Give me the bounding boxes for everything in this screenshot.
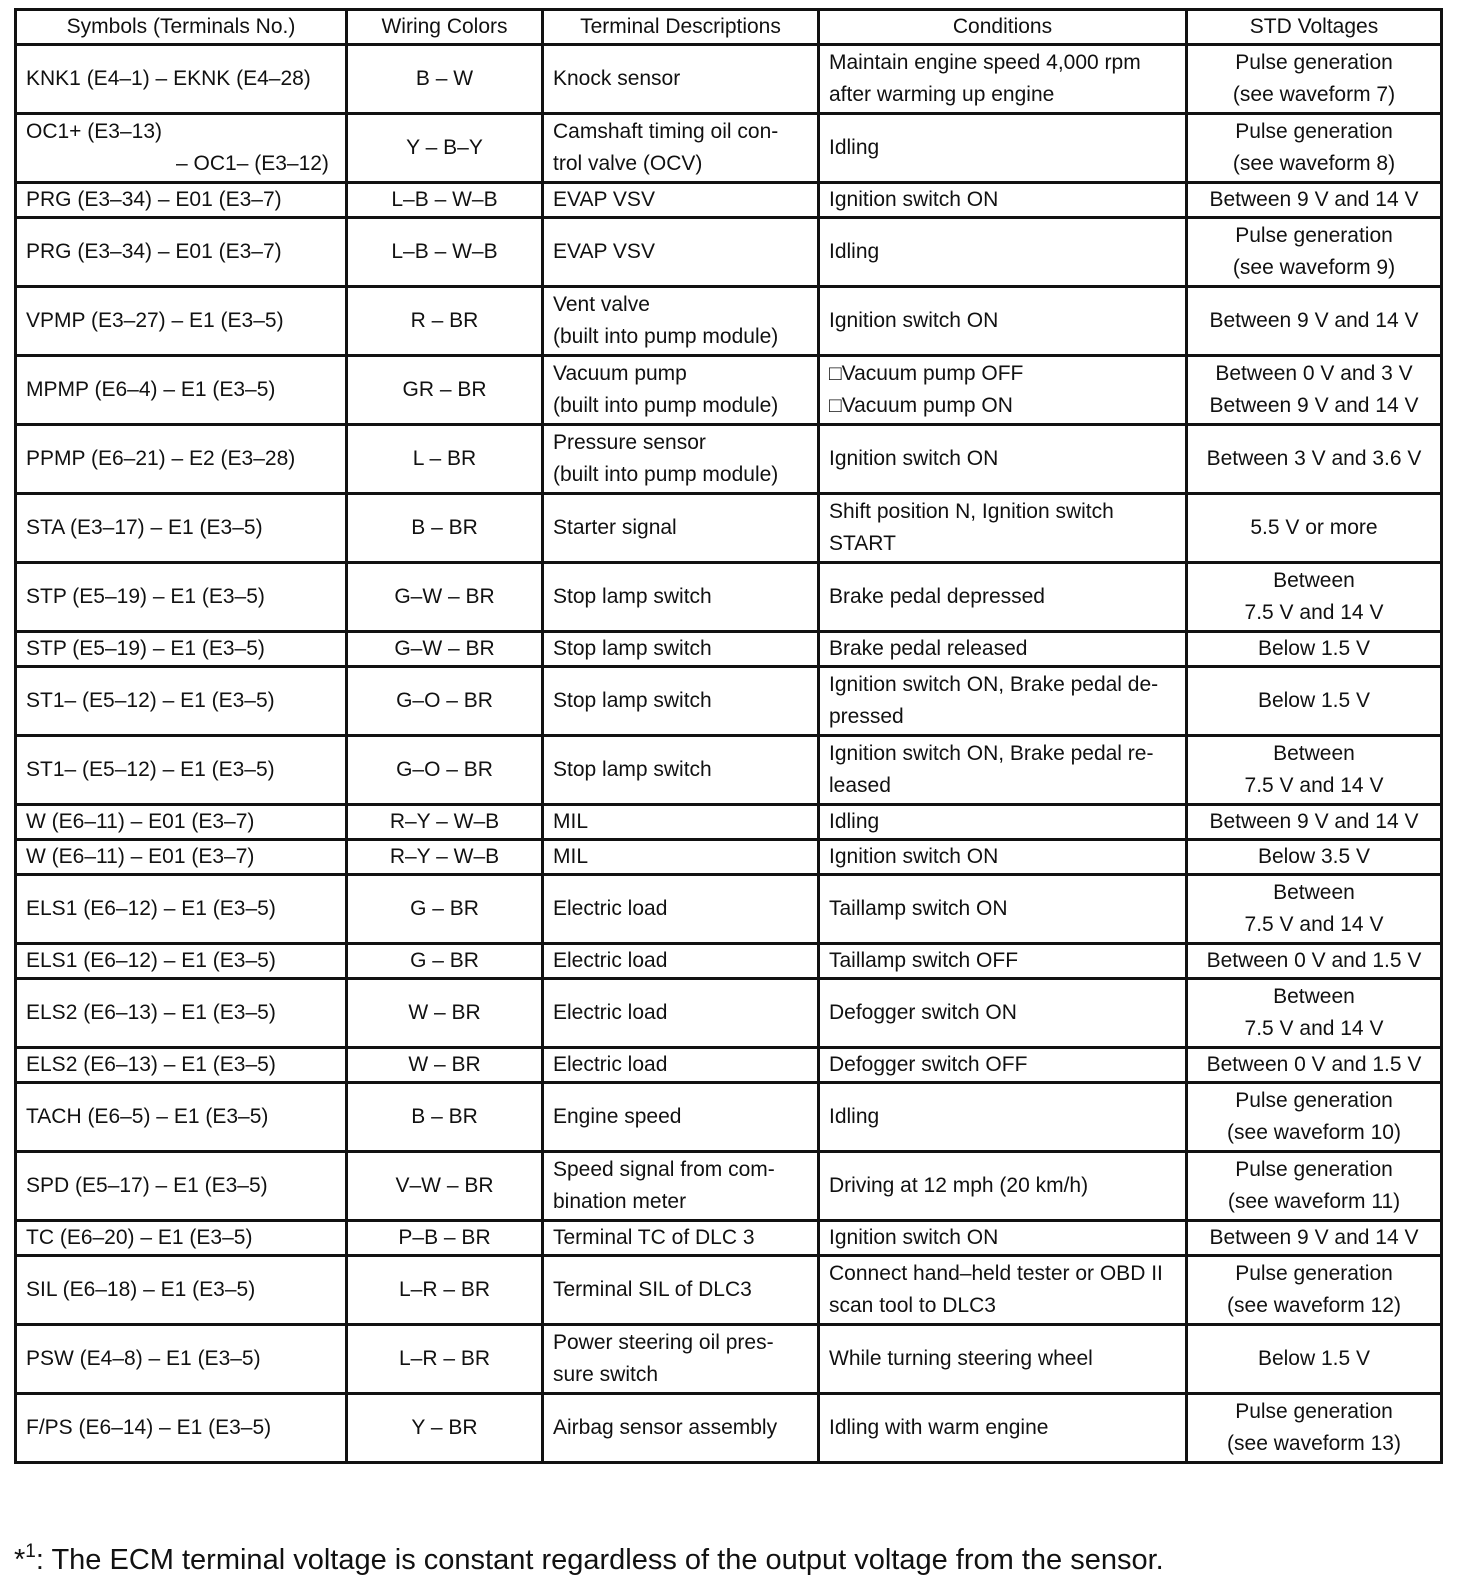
symbol-line: PRG (E3–34) – E01 (E3–7)	[26, 240, 282, 263]
header-wiring-colors: Wiring Colors	[347, 10, 543, 45]
symbol-line: ST1– (E5–12) – E1 (E3–5)	[26, 689, 275, 712]
std-line: Between 9 V and 14 V	[1209, 810, 1419, 833]
cond-line: scan tool to DLC3	[829, 1294, 996, 1317]
std-line: Pulse generation	[1235, 1089, 1393, 1112]
cell-description	[543, 632, 819, 667]
cell-wiring-color: B – W	[347, 45, 543, 114]
std-line: Pulse generation	[1235, 1262, 1393, 1285]
std-line: Below 1.5 V	[1257, 1347, 1371, 1370]
desc-line: MIL	[553, 810, 589, 833]
desc-line: Vacuum pump	[553, 362, 687, 385]
cell-symbol	[16, 1221, 347, 1256]
table-row	[16, 805, 1442, 840]
std-line: (see waveform 8)	[1232, 152, 1396, 175]
cell-std-voltage	[1187, 667, 1442, 736]
cell-condition	[819, 1152, 1187, 1221]
cell-condition	[819, 632, 1187, 667]
table-row	[16, 667, 1442, 736]
cell-wiring-color: R–Y – W–B	[347, 840, 543, 875]
cell-condition	[819, 218, 1187, 287]
desc-line: Pressure sensor	[553, 431, 706, 454]
table-row	[16, 563, 1442, 632]
cell-std-voltage	[1187, 494, 1442, 563]
std-line: (see waveform 12)	[1227, 1294, 1401, 1317]
cell-wiring-color: Y – BR	[347, 1394, 543, 1463]
cell-condition	[819, 1221, 1187, 1256]
cell-condition	[819, 1083, 1187, 1152]
symbol-line: STP (E5–19) – E1 (E3–5)	[26, 637, 265, 660]
cond-line: Shift position N, Ignition switch	[829, 500, 1114, 523]
cell-std-voltage	[1187, 1048, 1442, 1083]
cell-condition	[819, 114, 1187, 183]
cell-wiring-color: G–W – BR	[347, 632, 543, 667]
cell-std-voltage	[1187, 45, 1442, 114]
cell-std-voltage	[1187, 875, 1442, 944]
symbol-line: MPMP (E6–4) – E1 (E3–5)	[26, 378, 276, 401]
cell-std-voltage	[1187, 183, 1442, 218]
cell-std-voltage	[1187, 840, 1442, 875]
cell-description	[543, 45, 819, 114]
cell-symbol	[16, 1256, 347, 1325]
cell-wiring-color: G–W – BR	[347, 563, 543, 632]
cell-description	[543, 944, 819, 979]
cell-description	[543, 840, 819, 875]
cond-line: Brake pedal depressed	[829, 585, 1045, 608]
cell-symbol	[16, 287, 347, 356]
table-row	[16, 494, 1442, 563]
desc-line: Terminal TC of DLC 3	[553, 1226, 755, 1249]
table-row	[16, 632, 1442, 667]
cell-description	[543, 875, 819, 944]
table-row	[16, 114, 1442, 183]
symbol-line: W (E6–11) – E01 (E3–7)	[26, 810, 255, 833]
std-line: Between	[1273, 742, 1355, 765]
cond-line: Ignition switch ON, Brake pedal re-	[829, 742, 1154, 765]
table-row	[16, 356, 1442, 425]
std-line: Between	[1273, 985, 1355, 1008]
cell-std-voltage	[1187, 1083, 1442, 1152]
cell-wiring-color: B – BR	[347, 494, 543, 563]
desc-line: trol valve (OCV)	[553, 152, 703, 175]
cell-symbol	[16, 356, 347, 425]
cell-description	[543, 805, 819, 840]
symbol-line: PPMP (E6–21) – E2 (E3–28)	[26, 447, 296, 470]
cell-std-voltage	[1187, 632, 1442, 667]
cell-symbol	[16, 218, 347, 287]
cell-condition	[819, 805, 1187, 840]
desc-line: Electric load	[553, 897, 668, 920]
symbol-line: TC (E6–20) – E1 (E3–5)	[26, 1226, 253, 1249]
cell-condition	[819, 183, 1187, 218]
cell-condition	[819, 1325, 1187, 1394]
symbol-line: OC1+ (E3–13)	[26, 120, 162, 143]
cond-line: Connect hand–held tester or OBD II	[829, 1262, 1163, 1285]
std-line: Between	[1273, 569, 1355, 592]
cell-wiring-color: G – BR	[347, 875, 543, 944]
std-line: Below 3.5 V	[1257, 845, 1371, 868]
cell-condition	[819, 944, 1187, 979]
table-row	[16, 1048, 1442, 1083]
cell-std-voltage	[1187, 1221, 1442, 1256]
cell-wiring-color: G – BR	[347, 944, 543, 979]
cell-condition	[819, 425, 1187, 494]
cell-symbol	[16, 1152, 347, 1221]
cond-line: Idling	[829, 810, 880, 833]
cond-line: Defogger switch OFF	[829, 1053, 1028, 1076]
cell-symbol	[16, 875, 347, 944]
cell-wiring-color: G–O – BR	[347, 667, 543, 736]
desc-line: Electric load	[553, 1001, 668, 1024]
cell-std-voltage	[1187, 736, 1442, 805]
cond-line: Ignition switch ON	[829, 1226, 999, 1249]
footnote-text: : The ECM terminal voltage is constant regardless of the output voltage from the sensor.	[35, 1544, 1164, 1576]
desc-line: Knock sensor	[553, 67, 681, 90]
cond-line: Ignition switch ON	[829, 188, 999, 211]
std-line: Between 3 V and 3.6 V	[1206, 447, 1422, 470]
cell-condition	[819, 1394, 1187, 1463]
table-row	[16, 1256, 1442, 1325]
table-row	[16, 183, 1442, 218]
cell-std-voltage	[1187, 425, 1442, 494]
table-row	[16, 287, 1442, 356]
std-line: Between 9 V and 14 V	[1209, 394, 1419, 417]
cell-description	[543, 667, 819, 736]
cell-condition	[819, 287, 1187, 356]
footnote-number: 1	[25, 1541, 36, 1562]
std-line: (see waveform 10)	[1227, 1121, 1401, 1144]
cell-description	[543, 218, 819, 287]
cond-line: Ignition switch ON	[829, 447, 999, 470]
cond-line: Driving at 12 mph (20 km/h)	[829, 1174, 1089, 1197]
cell-description	[543, 563, 819, 632]
std-line: Pulse generation	[1235, 224, 1393, 247]
cell-description	[543, 1048, 819, 1083]
desc-line: Vent valve	[553, 293, 650, 316]
symbol-line: ST1– (E5–12) – E1 (E3–5)	[26, 758, 275, 781]
std-line: 7.5 V and 14 V	[1244, 774, 1384, 797]
cell-wiring-color: G–O – BR	[347, 736, 543, 805]
cell-wiring-color: R – BR	[347, 287, 543, 356]
cell-std-voltage	[1187, 114, 1442, 183]
cell-condition	[819, 1256, 1187, 1325]
desc-line: Airbag sensor assembly	[553, 1416, 778, 1439]
cell-symbol	[16, 494, 347, 563]
cell-wiring-color: P–B – BR	[347, 1221, 543, 1256]
footnote-marker: *	[14, 1544, 26, 1576]
cell-wiring-color: L–R – BR	[347, 1256, 543, 1325]
cell-description	[543, 1394, 819, 1463]
table-row	[16, 1152, 1442, 1221]
cell-description	[543, 287, 819, 356]
desc-line: Stop lamp switch	[553, 585, 712, 608]
cell-description	[543, 356, 819, 425]
cond-line: Taillamp switch ON	[829, 897, 1008, 920]
symbol-line: – OC1– (E3–12)	[176, 152, 329, 175]
cell-std-voltage	[1187, 287, 1442, 356]
symbol-line: PRG (E3–34) – E01 (E3–7)	[26, 188, 282, 211]
std-line: 5.5 V or more	[1250, 516, 1378, 539]
table-row	[16, 944, 1442, 979]
cell-description	[543, 736, 819, 805]
desc-line: (built into pump module)	[553, 463, 779, 486]
cond-line: Brake pedal released	[829, 637, 1028, 660]
cond-line: Ignition switch ON, Brake pedal de-	[829, 673, 1159, 696]
cell-wiring-color: GR – BR	[347, 356, 543, 425]
cell-description	[543, 1083, 819, 1152]
table-row	[16, 736, 1442, 805]
cell-wiring-color: Y – B–Y	[347, 114, 543, 183]
cond-line: Idling with warm engine	[829, 1416, 1049, 1439]
std-line: Pulse generation	[1235, 51, 1393, 74]
desc-line: Stop lamp switch	[553, 689, 712, 712]
std-line: Below 1.5 V	[1257, 689, 1371, 712]
cell-symbol	[16, 183, 347, 218]
cell-wiring-color: V–W – BR	[347, 1152, 543, 1221]
cond-line: Maintain engine speed 4,000 rpm	[829, 51, 1141, 74]
table-row	[16, 1083, 1442, 1152]
cell-std-voltage	[1187, 944, 1442, 979]
cell-symbol	[16, 632, 347, 667]
cond-line: Idling	[829, 240, 880, 263]
symbol-line: F/PS (E6–14) – E1 (E3–5)	[26, 1416, 272, 1439]
symbol-line: ELS2 (E6–13) – E1 (E3–5)	[26, 1053, 276, 1076]
cell-description	[543, 425, 819, 494]
cell-condition	[819, 1048, 1187, 1083]
std-line: Between 0 V and 1.5 V	[1206, 949, 1422, 972]
std-line: Pulse generation	[1235, 120, 1393, 143]
std-line: Between	[1273, 881, 1355, 904]
std-line: Between 0 V and 3 V	[1215, 362, 1413, 385]
cell-description	[543, 183, 819, 218]
std-line: Pulse generation	[1235, 1158, 1393, 1181]
desc-line: sure switch	[553, 1363, 659, 1386]
header-terminal-descriptions: Terminal Descriptions	[543, 10, 819, 45]
cell-std-voltage	[1187, 218, 1442, 287]
cond-line: Idling	[829, 1105, 880, 1128]
std-line: Between 9 V and 14 V	[1209, 309, 1419, 332]
cond-line: Taillamp switch OFF	[829, 949, 1019, 972]
cond-line: leased	[829, 774, 891, 797]
table-header-row	[16, 10, 1442, 45]
table-body	[16, 45, 1442, 1463]
table-row	[16, 1325, 1442, 1394]
cell-condition	[819, 356, 1187, 425]
cell-description	[543, 1256, 819, 1325]
std-line: Between 9 V and 14 V	[1209, 1226, 1419, 1249]
symbol-line: ELS1 (E6–12) – E1 (E3–5)	[26, 897, 276, 920]
terminal-document	[14, 8, 1440, 1464]
cell-wiring-color: W – BR	[347, 1048, 543, 1083]
cell-description	[543, 1221, 819, 1256]
symbol-line: TACH (E6–5) – E1 (E3–5)	[26, 1105, 269, 1128]
cell-description	[543, 979, 819, 1048]
cell-description	[543, 494, 819, 563]
cell-symbol	[16, 114, 347, 183]
std-line: (see waveform 7)	[1232, 83, 1396, 106]
cell-std-voltage	[1187, 1394, 1442, 1463]
desc-line: (built into pump module)	[553, 394, 779, 417]
std-line: Between 0 V and 1.5 V	[1206, 1053, 1422, 1076]
symbol-line: SPD (E5–17) – E1 (E3–5)	[26, 1174, 268, 1197]
symbol-line: W (E6–11) – E01 (E3–7)	[26, 845, 255, 868]
cell-condition	[819, 840, 1187, 875]
cell-condition	[819, 45, 1187, 114]
table-row	[16, 979, 1442, 1048]
cell-symbol	[16, 944, 347, 979]
cell-wiring-color: L–R – BR	[347, 1325, 543, 1394]
ecm-terminal-table	[14, 8, 1443, 1464]
desc-line: bination meter	[553, 1190, 687, 1213]
desc-line: EVAP VSV	[553, 188, 655, 211]
cell-std-voltage	[1187, 1152, 1442, 1221]
header-conditions: Conditions	[819, 10, 1187, 45]
cell-condition	[819, 979, 1187, 1048]
desc-line: MIL	[553, 845, 589, 868]
cell-description	[543, 1325, 819, 1394]
cond-line: after warming up engine	[829, 83, 1055, 106]
std-line: 7.5 V and 14 V	[1244, 1017, 1384, 1040]
cell-wiring-color: L – BR	[347, 425, 543, 494]
table-row	[16, 840, 1442, 875]
cell-std-voltage	[1187, 805, 1442, 840]
desc-line: Starter signal	[553, 516, 677, 539]
std-line: (see waveform 11)	[1227, 1190, 1401, 1213]
cell-symbol	[16, 667, 347, 736]
symbol-line: SIL (E6–18) – E1 (E3–5)	[26, 1278, 256, 1301]
cell-wiring-color: L–B – W–B	[347, 218, 543, 287]
footnote	[14, 1532, 1164, 1580]
cell-condition	[819, 736, 1187, 805]
cell-symbol	[16, 979, 347, 1048]
cell-condition	[819, 667, 1187, 736]
desc-line: Terminal SIL of DLC3	[553, 1278, 752, 1301]
cond-line: While turning steering wheel	[829, 1347, 1093, 1370]
cell-symbol	[16, 736, 347, 805]
cell-symbol	[16, 840, 347, 875]
desc-line: Electric load	[553, 949, 668, 972]
symbol-line: STP (E5–19) – E1 (E3–5)	[26, 585, 265, 608]
cell-std-voltage	[1187, 356, 1442, 425]
symbol-line: KNK1 (E4–1) – EKNK (E4–28)	[26, 67, 311, 90]
table-row	[16, 45, 1442, 114]
desc-line: Stop lamp switch	[553, 637, 712, 660]
cell-symbol	[16, 1083, 347, 1152]
cell-symbol	[16, 45, 347, 114]
desc-line: Engine speed	[553, 1105, 682, 1128]
cell-condition	[819, 494, 1187, 563]
symbol-line: VPMP (E3–27) – E1 (E3–5)	[26, 309, 284, 332]
cell-std-voltage	[1187, 563, 1442, 632]
symbol-line: PSW (E4–8) – E1 (E3–5)	[26, 1347, 261, 1370]
cond-line: □Vacuum pump ON	[829, 394, 1013, 417]
std-line: Below 1.5 V	[1257, 637, 1371, 660]
header-std-voltages: STD Voltages	[1187, 10, 1442, 45]
symbol-line: ELS1 (E6–12) – E1 (E3–5)	[26, 949, 276, 972]
desc-line: Electric load	[553, 1053, 668, 1076]
desc-line: (built into pump module)	[553, 325, 779, 348]
table-row	[16, 1394, 1442, 1463]
cell-description	[543, 114, 819, 183]
cell-wiring-color: R–Y – W–B	[347, 805, 543, 840]
cell-symbol	[16, 1048, 347, 1083]
std-line: 7.5 V and 14 V	[1244, 913, 1384, 936]
header-symbols: Symbols (Terminals No.)	[16, 10, 347, 45]
table-row	[16, 875, 1442, 944]
desc-line: Power steering oil pres-	[553, 1331, 774, 1354]
table-row	[16, 218, 1442, 287]
cond-line: pressed	[829, 705, 904, 728]
cell-condition	[819, 563, 1187, 632]
std-line: (see waveform 13)	[1227, 1432, 1401, 1455]
desc-line: Stop lamp switch	[553, 758, 712, 781]
cell-wiring-color: W – BR	[347, 979, 543, 1048]
desc-line: Speed signal from com-	[553, 1158, 775, 1181]
cond-line: □Vacuum pump OFF	[829, 362, 1024, 385]
cell-symbol	[16, 425, 347, 494]
cond-line: Ignition switch ON	[829, 309, 999, 332]
cond-line: Defogger switch ON	[829, 1001, 1017, 1024]
cell-wiring-color: B – BR	[347, 1083, 543, 1152]
cond-line: START	[829, 532, 896, 555]
cell-symbol	[16, 1394, 347, 1463]
table-row	[16, 1221, 1442, 1256]
cell-std-voltage	[1187, 1325, 1442, 1394]
cell-std-voltage	[1187, 979, 1442, 1048]
cell-wiring-color: L–B – W–B	[347, 183, 543, 218]
std-line: (see waveform 9)	[1232, 256, 1396, 279]
table-row	[16, 425, 1442, 494]
std-line: Between 9 V and 14 V	[1209, 188, 1419, 211]
desc-line: Camshaft timing oil con-	[553, 120, 779, 143]
cell-description	[543, 1152, 819, 1221]
std-line: 7.5 V and 14 V	[1244, 601, 1384, 624]
cell-symbol	[16, 805, 347, 840]
cond-line: Ignition switch ON	[829, 845, 999, 868]
cell-symbol	[16, 563, 347, 632]
cond-line: Idling	[829, 136, 880, 159]
symbol-line: STA (E3–17) – E1 (E3–5)	[26, 516, 263, 539]
cell-symbol	[16, 1325, 347, 1394]
std-line: Pulse generation	[1235, 1400, 1393, 1423]
cell-condition	[819, 875, 1187, 944]
symbol-line: ELS2 (E6–13) – E1 (E3–5)	[26, 1001, 276, 1024]
desc-line: EVAP VSV	[553, 240, 655, 263]
cell-std-voltage	[1187, 1256, 1442, 1325]
